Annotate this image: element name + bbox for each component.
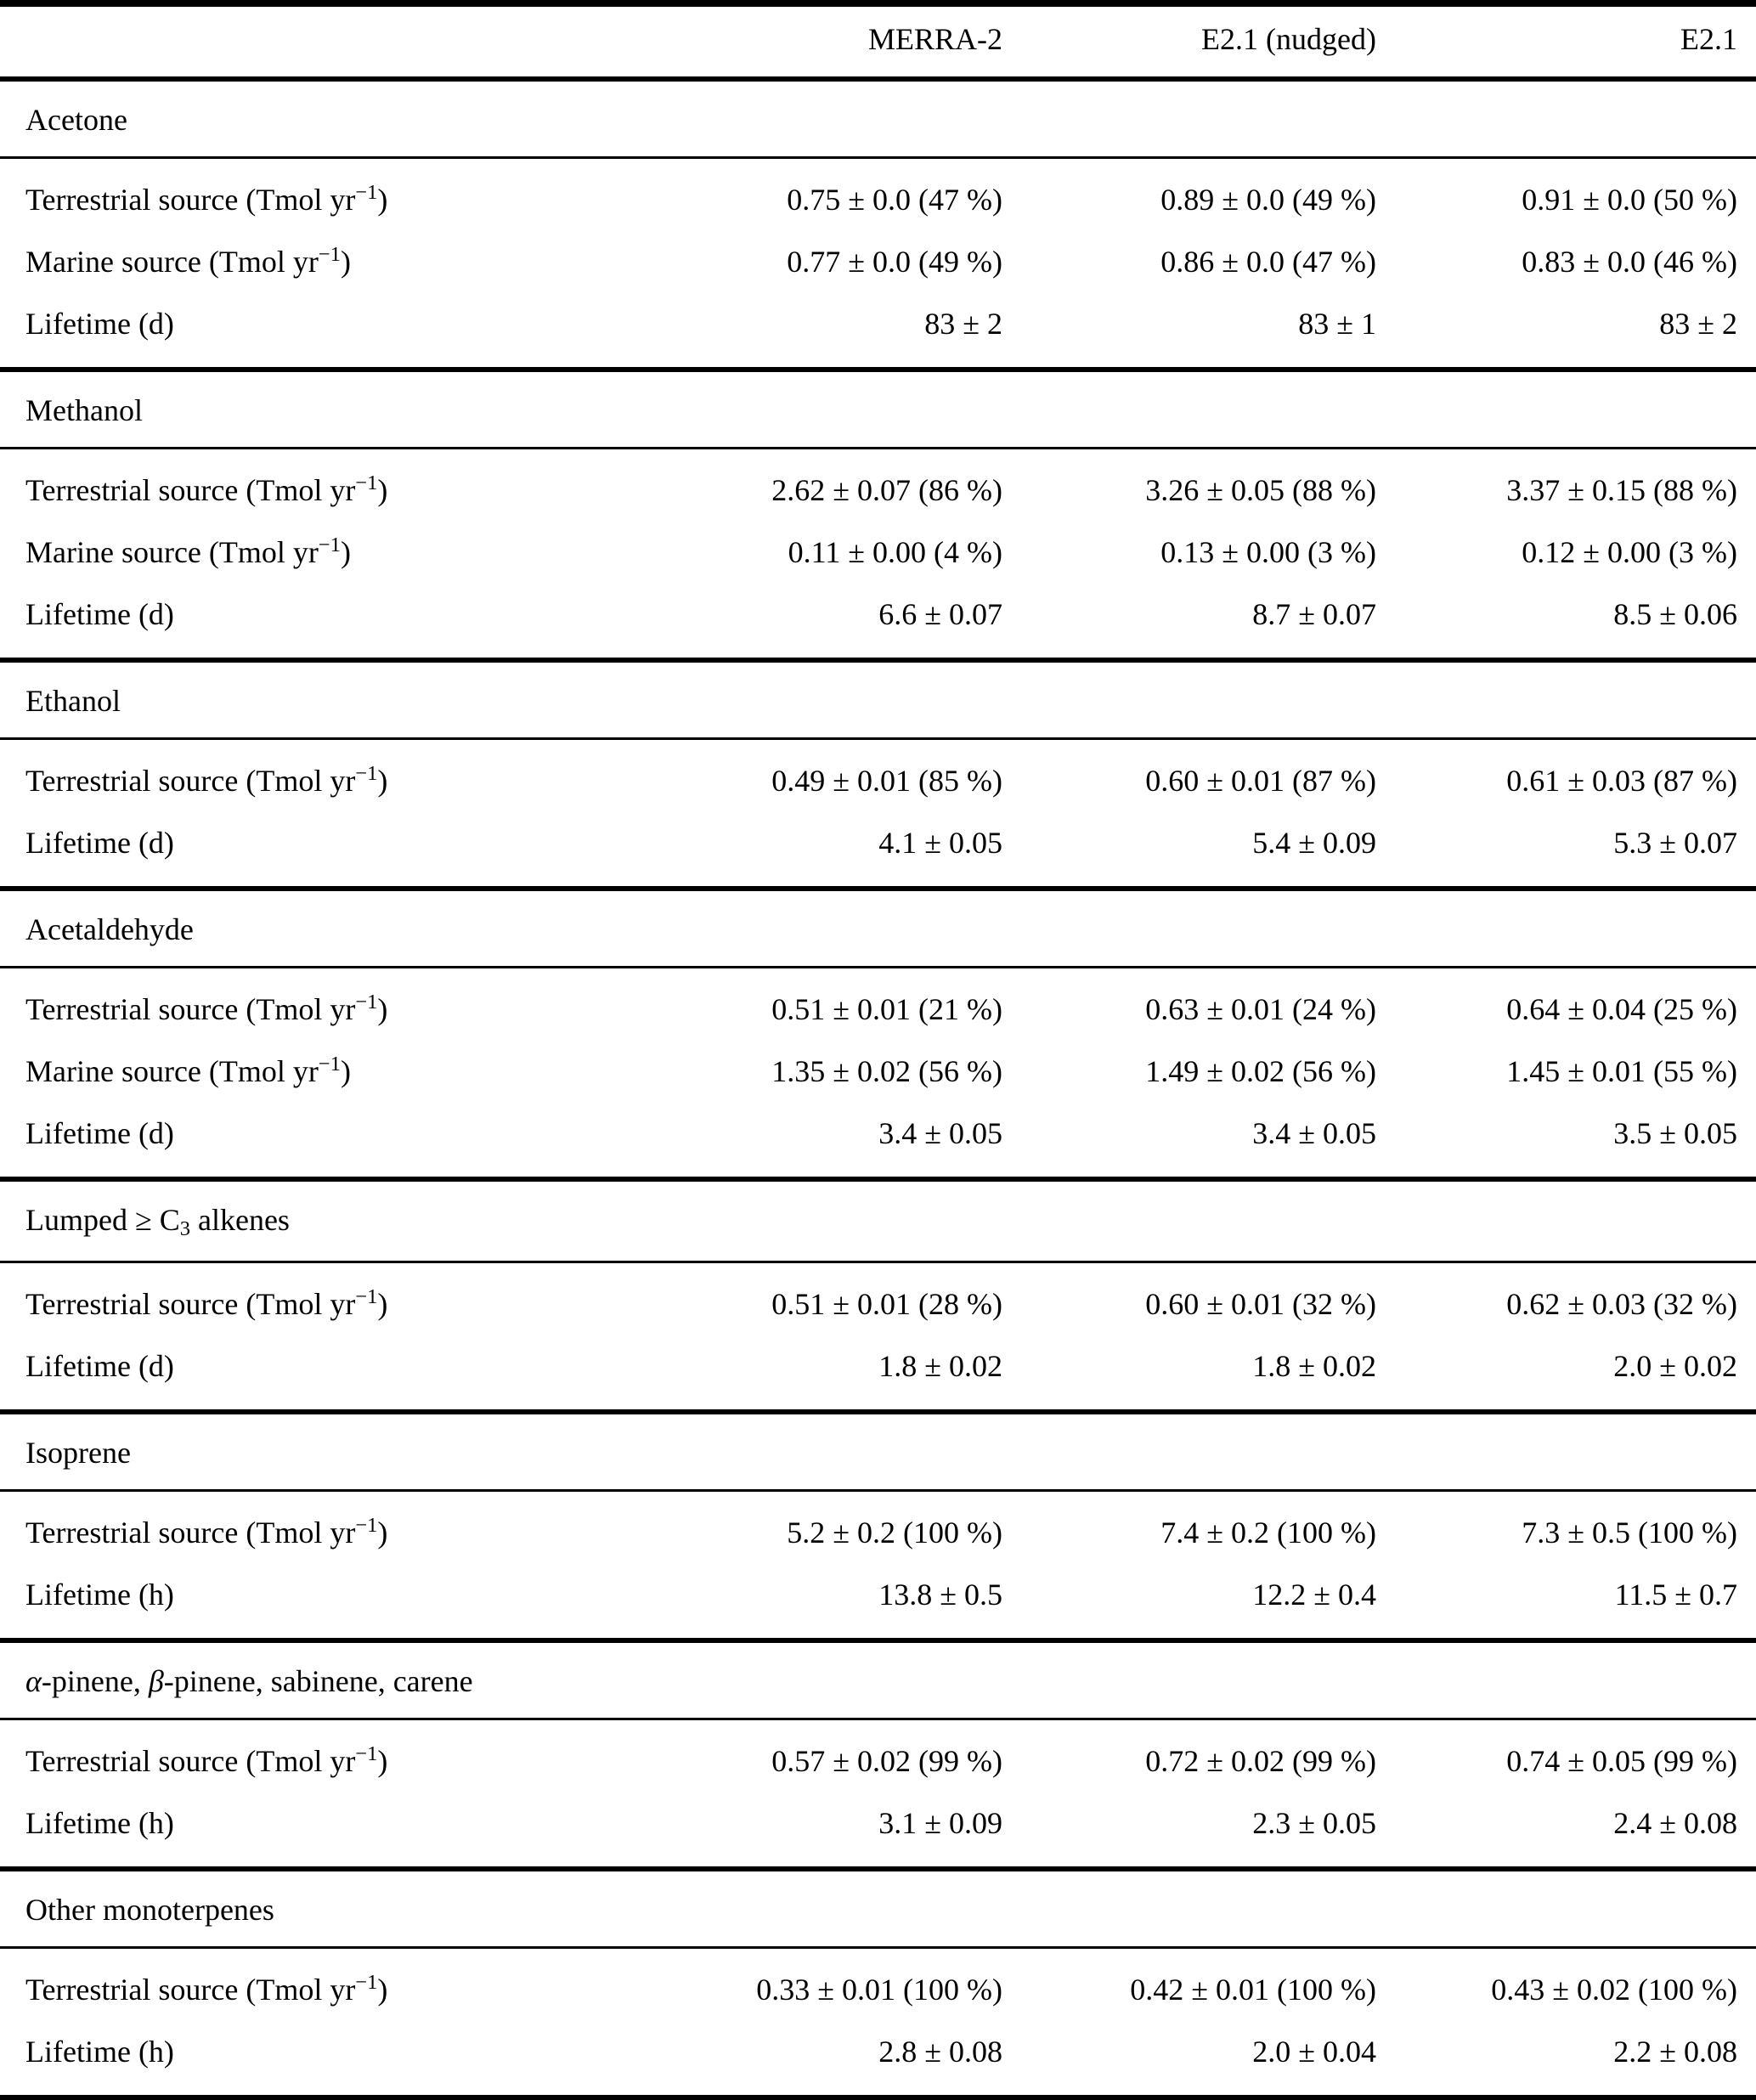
text-part: Terrestrial source (Tmol yr (25, 1516, 356, 1550)
row-label-terrestrial (0, 1719, 697, 1795)
section-heading (0, 79, 1756, 158)
row-label-lifetime_h (0, 1566, 697, 1640)
text-part-sup: −1 (355, 471, 378, 494)
value-cell: 3.26 ± 0.05 (88 %) (1145, 473, 1376, 507)
text-part: Terrestrial source (Tmol yr (25, 183, 356, 217)
data-row (0, 968, 1756, 1043)
value-cell: 13.8 ± 0.5 (878, 1578, 1002, 1612)
value-cell: 1.8 ± 0.02 (1252, 1349, 1376, 1383)
value-cell: 3.4 ± 0.05 (878, 1116, 1002, 1150)
text-part: ) (377, 992, 388, 1026)
value-cell: 0.83 ± 0.0 (46 %) (1522, 245, 1737, 279)
column-header-e21-nudged: E2.1 (nudged) (1201, 22, 1376, 56)
value-cell: 0.75 ± 0.0 (47 %) (787, 183, 1002, 217)
text-part: Terrestrial source (Tmol yr (25, 764, 356, 798)
text-part: Terrestrial source (Tmol yr (25, 473, 356, 507)
section-heading-row (0, 370, 1756, 449)
text-part: Marine source (Tmol yr (25, 245, 319, 279)
data-row (0, 1566, 1756, 1640)
row-label-lifetime_d (0, 295, 697, 370)
value-cell: 83 ± 2 (1659, 307, 1737, 341)
value-cell: 0.74 ± 0.05 (99 %) (1506, 1744, 1737, 1778)
value-cell: 2.0 ± 0.04 (1252, 2035, 1376, 2069)
text-part: Acetaldehyde (25, 912, 194, 946)
text-part: ) (377, 764, 388, 798)
data-row (0, 1262, 1756, 1338)
value-cell: 0.61 ± 0.03 (87 %) (1506, 764, 1737, 798)
text-part: Lifetime (h) (25, 1806, 174, 1840)
text-part-italic: α (25, 1664, 42, 1698)
value-cell: 0.51 ± 0.01 (28 %) (771, 1287, 1002, 1321)
value-cell: 1.8 ± 0.02 (878, 1349, 1002, 1383)
text-part: Other monoterpenes (25, 1893, 274, 1927)
table-header (0, 3, 1756, 79)
text-part-sup: −1 (355, 1284, 378, 1308)
section-heading-row (0, 1412, 1756, 1491)
text-part-sup: −1 (355, 1742, 378, 1765)
text-part-italic: β (148, 1664, 164, 1698)
row-label-lifetime_d (0, 585, 697, 660)
value-cell: 0.49 ± 0.01 (85 %) (771, 764, 1002, 798)
value-cell: 7.4 ± 0.2 (100 %) (1160, 1516, 1376, 1550)
data-row (0, 233, 1756, 295)
value-cell: 2.3 ± 0.05 (1252, 1806, 1376, 1840)
value-cell: 0.77 ± 0.0 (49 %) (787, 245, 1002, 279)
row-label-lifetime_h (0, 2023, 697, 2097)
text-part: ) (340, 245, 351, 279)
data-row (0, 814, 1756, 889)
text-part: Marine source (Tmol yr (25, 535, 319, 569)
row-label-lifetime_d (0, 1104, 697, 1179)
text-part: ) (377, 1516, 388, 1550)
value-cell: 3.4 ± 0.05 (1252, 1116, 1376, 1150)
text-part: Terrestrial source (Tmol yr (25, 1744, 356, 1778)
data-row (0, 295, 1756, 370)
value-cell: 0.89 ± 0.0 (49 %) (1160, 183, 1376, 217)
text-part: Lifetime (d) (25, 1349, 174, 1383)
section-heading (0, 1412, 1756, 1491)
row-label-marine (0, 1042, 697, 1104)
section-heading-row (0, 889, 1756, 968)
column-header-merra-2: MERRA-2 (867, 22, 1002, 56)
column-header-e21: E2.1 (1680, 22, 1737, 56)
value-cell: 7.3 ± 0.5 (100 %) (1522, 1516, 1737, 1550)
text-part-sup: −1 (355, 1513, 378, 1537)
section-heading-row (0, 660, 1756, 739)
row-label-marine (0, 233, 697, 295)
row-label-marine (0, 523, 697, 585)
value-cell: 3.1 ± 0.09 (878, 1806, 1002, 1840)
text-part-sup: −1 (355, 990, 378, 1013)
value-cell: 0.64 ± 0.04 (25 %) (1506, 992, 1737, 1026)
section-heading (0, 370, 1756, 449)
text-part: -pinene, (41, 1664, 149, 1698)
text-part: Ethanol (25, 684, 121, 718)
row-label-terrestrial (0, 739, 697, 815)
text-part: Lifetime (h) (25, 1578, 174, 1612)
text-part: Lumped ≥ C (25, 1203, 180, 1237)
data-row (0, 158, 1756, 234)
row-label-terrestrial (0, 1262, 697, 1338)
section-heading-row (0, 79, 1756, 158)
text-part: Terrestrial source (Tmol yr (25, 1973, 356, 2007)
text-part: Lifetime (d) (25, 1116, 174, 1150)
text-part: Lifetime (d) (25, 307, 174, 341)
section-heading (0, 889, 1756, 968)
text-part-sup: −1 (355, 761, 378, 785)
section-heading (0, 660, 1756, 739)
text-part: ) (340, 1054, 351, 1088)
text-part: ) (377, 1973, 388, 2007)
text-part-sup: −1 (318, 533, 341, 556)
value-cell: 6.6 ± 0.07 (878, 597, 1002, 631)
text-part: ) (377, 183, 388, 217)
data-row (0, 1948, 1756, 2024)
row-label-lifetime_d (0, 814, 697, 889)
value-cell: 0.60 ± 0.01 (32 %) (1145, 1287, 1376, 1321)
section-heading (0, 1869, 1756, 1948)
value-cell: 0.11 ± 0.00 (4 %) (788, 535, 1002, 569)
row-label-lifetime_h (0, 1794, 697, 1869)
row-label-terrestrial (0, 968, 697, 1043)
data-row (0, 1337, 1756, 1412)
value-cell: 1.45 ± 0.01 (55 %) (1506, 1054, 1737, 1088)
section-heading-row (0, 1179, 1756, 1262)
text-part: Lifetime (h) (25, 2035, 174, 2069)
value-cell: 3.37 ± 0.15 (88 %) (1506, 473, 1737, 507)
row-label-terrestrial (0, 449, 697, 524)
data-row (0, 2023, 1756, 2097)
text-part: ) (377, 1287, 388, 1321)
row-label-terrestrial (0, 158, 697, 234)
section-heading (0, 1640, 1756, 1719)
text-part: ) (340, 535, 351, 569)
value-cell: 11.5 ± 0.7 (1614, 1578, 1737, 1612)
value-cell: 0.57 ± 0.02 (99 %) (771, 1744, 1002, 1778)
value-cell: 0.33 ± 0.01 (100 %) (756, 1973, 1002, 2007)
value-cell: 3.5 ± 0.05 (1613, 1116, 1737, 1150)
data-row (0, 523, 1756, 585)
value-cell: 0.43 ± 0.02 (100 %) (1491, 1973, 1737, 2007)
value-cell: 1.49 ± 0.02 (56 %) (1145, 1054, 1376, 1088)
value-cell: 83 ± 2 (924, 307, 1002, 341)
section-heading-row (0, 1640, 1756, 1719)
text-part: ) (377, 1744, 388, 1778)
text-part: Marine source (Tmol yr (25, 1054, 319, 1088)
value-cell: 0.91 ± 0.0 (50 %) (1522, 183, 1737, 217)
value-cell: 2.8 ± 0.08 (878, 2035, 1002, 2069)
value-cell: 5.4 ± 0.09 (1252, 826, 1376, 860)
value-cell: 1.35 ± 0.02 (56 %) (771, 1054, 1002, 1088)
corner-cell (0, 3, 697, 79)
text-part: Terrestrial source (Tmol yr (25, 992, 356, 1026)
data-row (0, 739, 1756, 815)
value-cell: 2.0 ± 0.02 (1613, 1349, 1737, 1383)
value-cell: 83 ± 1 (1298, 307, 1376, 341)
text-part-sup: −1 (318, 1052, 341, 1075)
data-row (0, 1719, 1756, 1795)
value-cell: 4.1 ± 0.05 (878, 826, 1002, 860)
data-row (0, 1491, 1756, 1567)
value-cell: 0.51 ± 0.01 (21 %) (771, 992, 1002, 1026)
row-label-lifetime_d (0, 1337, 697, 1412)
data-row (0, 1794, 1756, 1869)
value-cell: 12.2 ± 0.4 (1252, 1578, 1376, 1612)
value-cell: 0.62 ± 0.03 (32 %) (1506, 1287, 1737, 1321)
value-cell: 0.63 ± 0.01 (24 %) (1145, 992, 1376, 1026)
value-cell: 5.2 ± 0.2 (100 %) (787, 1516, 1002, 1550)
text-part-sub: 3 (179, 1217, 190, 1241)
section-heading-row (0, 1869, 1756, 1948)
data-row (0, 585, 1756, 660)
value-cell: 0.13 ± 0.00 (3 %) (1160, 535, 1376, 569)
value-cell: 0.72 ± 0.02 (99 %) (1145, 1744, 1376, 1778)
value-cell: 0.86 ± 0.0 (47 %) (1160, 245, 1376, 279)
value-cell: 8.5 ± 0.06 (1613, 597, 1737, 631)
data-row (0, 1042, 1756, 1104)
text-part: Lifetime (d) (25, 597, 174, 631)
value-cell: 0.12 ± 0.00 (3 %) (1522, 535, 1737, 569)
text-part: ) (377, 473, 388, 507)
text-part: Acetone (25, 103, 127, 137)
text-part-sup: −1 (318, 242, 341, 266)
section-heading (0, 1179, 1756, 1262)
row-label-terrestrial (0, 1948, 697, 2024)
text-part: Terrestrial source (Tmol yr (25, 1287, 356, 1321)
text-part-sup: −1 (355, 180, 378, 204)
text-part: Isoprene (25, 1436, 131, 1470)
value-cell: 2.4 ± 0.08 (1613, 1806, 1737, 1840)
text-part: Methanol (25, 393, 143, 427)
text-part-sup: −1 (355, 1970, 378, 1994)
data-row (0, 449, 1756, 524)
value-cell: 2.2 ± 0.08 (1613, 2035, 1737, 2069)
value-cell: 0.42 ± 0.01 (100 %) (1130, 1973, 1376, 2007)
data-row (0, 1104, 1756, 1179)
header-row (0, 3, 1756, 79)
value-cell: 0.60 ± 0.01 (87 %) (1145, 764, 1376, 798)
value-cell: 8.7 ± 0.07 (1252, 597, 1376, 631)
text-part: alkenes (189, 1203, 290, 1237)
text-part: Lifetime (d) (25, 826, 174, 860)
value-cell: 2.62 ± 0.07 (86 %) (771, 473, 1002, 507)
table-body (0, 79, 1756, 2097)
value-cell: 5.3 ± 0.07 (1613, 826, 1737, 860)
text-part: -pinene, sabinene, carene (163, 1664, 473, 1698)
row-label-terrestrial (0, 1491, 697, 1567)
